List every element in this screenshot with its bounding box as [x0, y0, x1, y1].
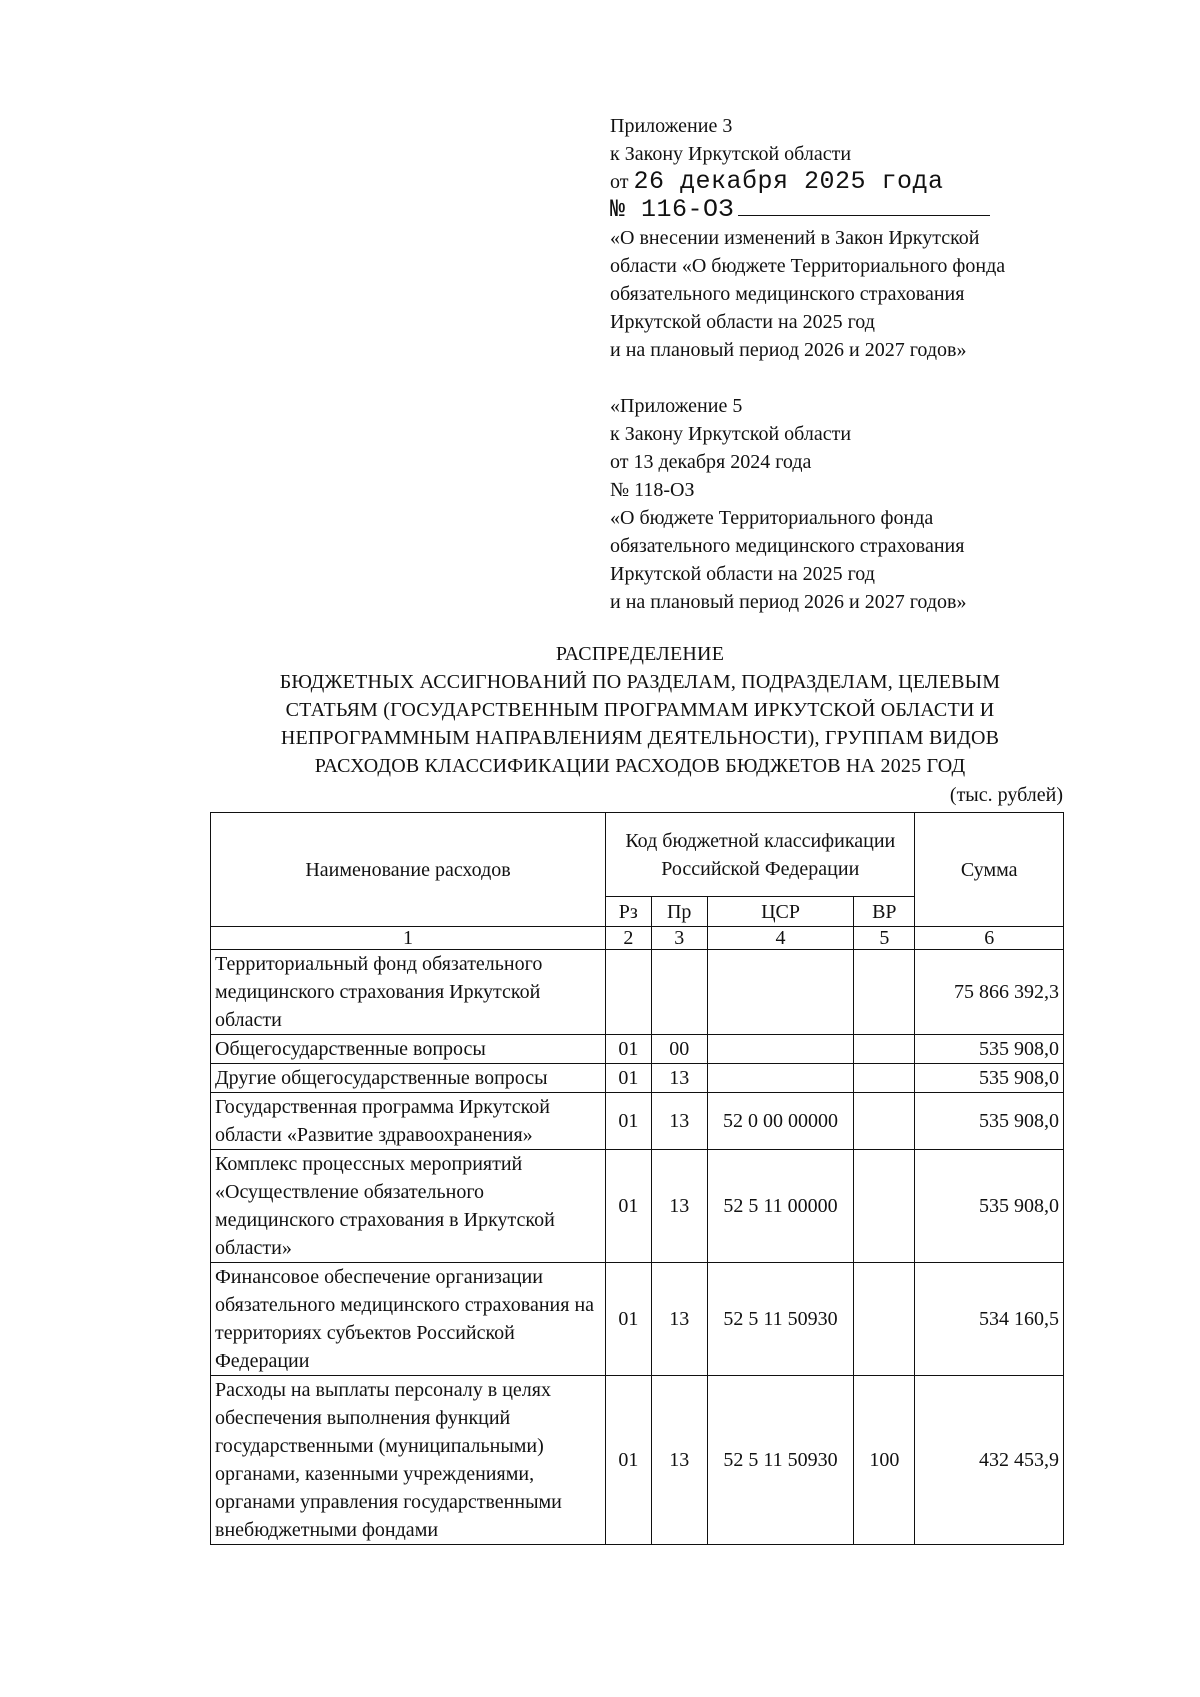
row-rz: 01 — [606, 1035, 651, 1064]
title-line: НЕПРОГРАММНЫМ НАПРАВЛЕНИЯМ ДЕЯТЕЛЬНОСТИ), ГРУППАМ ВИДОВ — [280, 727, 1000, 749]
row-vr — [854, 1035, 915, 1064]
appendix5-line: Иркутской области на 2025 год — [610, 563, 875, 585]
col-number: 6 — [915, 927, 1064, 950]
appendix5-line: «О бюджете Территориального фонда — [610, 507, 934, 529]
row-pr: 13 — [651, 1150, 707, 1263]
row-rz — [606, 950, 651, 1035]
head-vr: ВР — [854, 897, 915, 927]
column-number-row — [211, 927, 1064, 950]
law-title-line: обязательного медицинского страхования — [610, 283, 965, 305]
row-pr: 13 — [651, 1376, 707, 1545]
head-pr: Пр — [651, 897, 707, 927]
col-number: 5 — [854, 927, 915, 950]
col-number: 1 — [211, 927, 606, 950]
title-line: БЮДЖЕТНЫХ АССИГНОВАНИЙ ПО РАЗДЕЛАМ, ПОДРАЗДЕЛАМ, ЦЕЛЕВЫМ — [279, 671, 1001, 693]
row-sum: 535 908,0 — [915, 1093, 1064, 1150]
table-row — [211, 1150, 1064, 1263]
appendix5-line: к Закону Иркутской области — [610, 423, 852, 445]
table-row — [211, 1035, 1064, 1064]
budget-table — [210, 812, 1064, 1545]
handwritten-date: 26 декабря 2025 года — [633, 167, 944, 196]
row-sum: 534 160,5 — [915, 1263, 1064, 1376]
head-code-group: Код бюджетной классификации Российской Федерации — [606, 813, 915, 897]
table-row — [211, 950, 1064, 1035]
row-csr — [707, 1064, 853, 1093]
row-sum: 432 453,9 — [915, 1376, 1064, 1545]
table-head-row — [211, 813, 1064, 897]
table-row — [211, 1093, 1064, 1150]
appendix5-line: и на плановый период 2026 и 2027 годов» — [610, 591, 967, 613]
row-vr: 100 — [854, 1376, 915, 1545]
row-pr: 00 — [651, 1035, 707, 1064]
law-title-line: «О внесении изменений в Закон Иркутской — [610, 227, 980, 249]
row-vr — [854, 1064, 915, 1093]
head-csr: ЦСР — [707, 897, 853, 927]
document-title — [200, 640, 1080, 780]
table-row — [211, 1263, 1064, 1376]
number-underline — [738, 215, 990, 216]
row-name: Финансовое обеспечение организации обязательного медицинского страхования на территориях субъектов Российской Федерации — [211, 1263, 606, 1376]
col-number: 3 — [651, 927, 707, 950]
appendix5-line: обязательного медицинского страхования — [610, 535, 965, 557]
row-pr: 13 — [651, 1093, 707, 1150]
row-csr: 52 5 11 00000 — [707, 1150, 853, 1263]
row-sum: 75 866 392,3 — [915, 950, 1064, 1035]
title-line: РАСПРЕДЕЛЕНИЕ — [555, 643, 725, 665]
row-pr — [651, 950, 707, 1035]
law-number — [610, 196, 1170, 224]
head-name: Наименование расходов — [211, 813, 606, 927]
row-csr: 52 5 11 50930 — [707, 1263, 853, 1376]
law-title-line: Иркутской области на 2025 год — [610, 311, 875, 333]
law-title-line: области «О бюджете Территориального фонда — [610, 255, 1006, 277]
row-rz: 01 — [606, 1376, 651, 1545]
row-rz: 01 — [606, 1093, 651, 1150]
row-vr — [854, 1150, 915, 1263]
row-vr — [854, 1263, 915, 1376]
row-rz: 01 — [606, 1150, 651, 1263]
row-csr — [707, 950, 853, 1035]
row-pr: 13 — [651, 1263, 707, 1376]
title-line: РАСХОДОВ КЛАССИФИКАЦИИ РАСХОДОВ БЮДЖЕТОВ НА 2025 ГОД — [314, 755, 966, 777]
row-sum: 535 908,0 — [915, 1150, 1064, 1263]
row-sum: 535 908,0 — [915, 1064, 1064, 1093]
table-row — [211, 1064, 1064, 1093]
appendix-header — [610, 112, 1170, 616]
row-name: Территориальный фонд обязательного медицинского страхования Иркутской области — [211, 950, 606, 1035]
row-csr: 52 5 11 50930 — [707, 1376, 853, 1545]
head-rz: Рз — [606, 897, 651, 927]
row-sum: 535 908,0 — [915, 1035, 1064, 1064]
appendix5-line: «Приложение 5 — [610, 395, 743, 417]
row-name: Комплекс процессных мероприятий «Осуществление обязательного медицинского страхования в Иркутской области» — [211, 1150, 606, 1263]
law-date — [610, 168, 1170, 196]
law-title-line: и на плановый период 2026 и 2027 годов» — [610, 339, 967, 361]
table-row — [211, 1376, 1064, 1545]
to-law-label: к Закону Иркутской области — [610, 143, 852, 165]
row-csr: 52 0 00 00000 — [707, 1093, 853, 1150]
col-number: 2 — [606, 927, 651, 950]
row-csr — [707, 1035, 853, 1064]
row-vr — [854, 1093, 915, 1150]
appendix-label: Приложение 3 — [610, 115, 733, 137]
col-number: 4 — [707, 927, 853, 950]
title-line: СТАТЬЯМ (ГОСУДАРСТВЕННЫМ ПРОГРАММАМ ИРКУТСКОЙ ОБЛАСТИ И — [285, 699, 995, 721]
date-prefix: от — [610, 171, 629, 193]
row-name: Общегосударственные вопросы — [211, 1035, 606, 1064]
row-vr — [854, 950, 915, 1035]
row-rz: 01 — [606, 1263, 651, 1376]
head-sum: Сумма — [915, 813, 1064, 927]
appendix5-line: № 118-ОЗ — [610, 479, 695, 501]
row-name: Другие общегосударственные вопросы — [211, 1064, 606, 1093]
handwritten-number: № 116-ОЗ — [610, 195, 735, 224]
row-pr: 13 — [651, 1064, 707, 1093]
row-rz: 01 — [606, 1064, 651, 1093]
appendix5-line: от 13 декабря 2024 года — [610, 451, 812, 473]
row-name: Государственная программа Иркутской области «Развитие здравоохранения» — [211, 1093, 606, 1150]
row-name: Расходы на выплаты персоналу в целях обеспечения выполнения функций государственными (муниципальными) органами, казенными учреждениями, органами управления государственными внебюджетными фондами — [211, 1376, 606, 1545]
units-label: (тыс. рублей) — [949, 784, 1063, 806]
